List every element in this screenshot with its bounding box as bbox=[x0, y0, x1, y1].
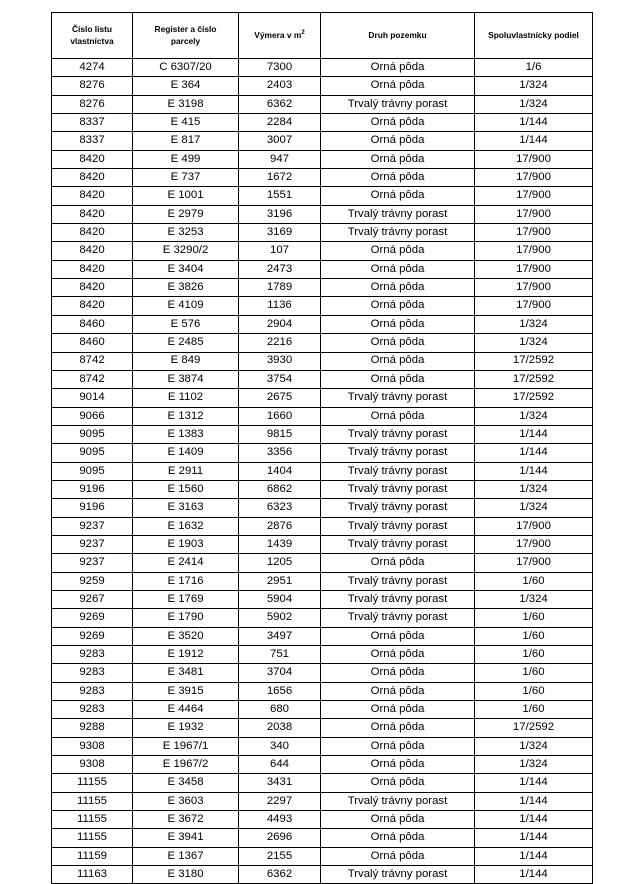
table-row bbox=[52, 609, 593, 627]
cell-lv: 9267 bbox=[52, 590, 133, 608]
table-row bbox=[52, 627, 593, 645]
cell-parc: E 1001 bbox=[133, 187, 239, 205]
cell-kind: Orná pôda bbox=[321, 701, 475, 719]
cell-kind: Trvalý trávny porast bbox=[321, 499, 475, 517]
cell-lv: 8420 bbox=[52, 169, 133, 187]
cell-lv: 8742 bbox=[52, 352, 133, 370]
table-row bbox=[52, 169, 593, 187]
cell-kind: Orná pôda bbox=[321, 627, 475, 645]
column-header-area-text: Výmera v m bbox=[254, 29, 302, 40]
cell-parc: E 3826 bbox=[133, 279, 239, 297]
cell-lv: 11159 bbox=[52, 847, 133, 865]
cell-lv: 11155 bbox=[52, 774, 133, 792]
cell-kind: Trvalý trávny porast bbox=[321, 462, 475, 480]
cell-lv: 9066 bbox=[52, 407, 133, 425]
cell-share: 1/144 bbox=[475, 462, 593, 480]
cell-area: 3930 bbox=[239, 352, 321, 370]
table-row bbox=[52, 719, 593, 737]
cell-kind: Orná pôda bbox=[321, 682, 475, 700]
cell-area: 3704 bbox=[239, 664, 321, 682]
cell-parc: E 1632 bbox=[133, 517, 239, 535]
cell-share: 1/144 bbox=[475, 114, 593, 132]
column-header-parcel-line2: parcely bbox=[170, 35, 201, 46]
cell-kind: Trvalý trávny porast bbox=[321, 205, 475, 223]
cell-share: 1/144 bbox=[475, 132, 593, 150]
cell-share: 17/900 bbox=[475, 279, 593, 297]
cell-parc: E 3163 bbox=[133, 499, 239, 517]
cell-lv: 8337 bbox=[52, 132, 133, 150]
cell-parc: E 499 bbox=[133, 150, 239, 168]
table-row bbox=[52, 664, 593, 682]
cell-area: 3196 bbox=[239, 205, 321, 223]
cell-share: 1/324 bbox=[475, 499, 593, 517]
table-row bbox=[52, 535, 593, 553]
cell-parc: E 3290/2 bbox=[133, 242, 239, 260]
cell-share: 1/144 bbox=[475, 811, 593, 829]
cell-area: 3754 bbox=[239, 370, 321, 388]
cell-parc: E 3180 bbox=[133, 866, 239, 884]
cell-kind: Trvalý trávny porast bbox=[321, 866, 475, 884]
table-row bbox=[52, 425, 593, 443]
cell-lv: 11155 bbox=[52, 792, 133, 810]
table-row bbox=[52, 77, 593, 95]
cell-kind: Trvalý trávny porast bbox=[321, 224, 475, 242]
cell-kind: Trvalý trávny porast bbox=[321, 535, 475, 553]
cell-share: 1/144 bbox=[475, 829, 593, 847]
table-row bbox=[52, 590, 593, 608]
cell-share: 1/144 bbox=[475, 425, 593, 443]
cell-share: 17/900 bbox=[475, 260, 593, 278]
cell-share: 17/900 bbox=[475, 517, 593, 535]
cell-share: 17/900 bbox=[475, 297, 593, 315]
cell-kind: Orná pôda bbox=[321, 242, 475, 260]
cell-kind: Orná pôda bbox=[321, 774, 475, 792]
cell-kind: Orná pôda bbox=[321, 132, 475, 150]
cell-kind: Orná pôda bbox=[321, 150, 475, 168]
cell-kind: Orná pôda bbox=[321, 279, 475, 297]
cell-area: 6323 bbox=[239, 499, 321, 517]
table-row bbox=[52, 242, 593, 260]
cell-kind: Orná pôda bbox=[321, 554, 475, 572]
cell-area: 107 bbox=[239, 242, 321, 260]
cell-parc: E 2979 bbox=[133, 205, 239, 223]
cell-parc: E 576 bbox=[133, 315, 239, 333]
cell-area: 2403 bbox=[239, 77, 321, 95]
table-row bbox=[52, 59, 593, 77]
cell-kind: Orná pôda bbox=[321, 187, 475, 205]
cell-parc: E 3874 bbox=[133, 370, 239, 388]
cell-kind: Orná pôda bbox=[321, 756, 475, 774]
cell-lv: 9095 bbox=[52, 462, 133, 480]
cell-parc: E 3672 bbox=[133, 811, 239, 829]
cell-area: 2675 bbox=[239, 389, 321, 407]
table-row bbox=[52, 407, 593, 425]
cell-lv: 9095 bbox=[52, 425, 133, 443]
table-row bbox=[52, 279, 593, 297]
cell-lv: 8420 bbox=[52, 205, 133, 223]
cell-share: 1/144 bbox=[475, 792, 593, 810]
cell-parc: E 1716 bbox=[133, 572, 239, 590]
cell-parc: E 364 bbox=[133, 77, 239, 95]
cell-share: 1/144 bbox=[475, 774, 593, 792]
table-row bbox=[52, 224, 593, 242]
cell-lv: 9196 bbox=[52, 499, 133, 517]
cell-area: 2038 bbox=[239, 719, 321, 737]
cell-parc: E 1967/2 bbox=[133, 756, 239, 774]
cell-lv: 9196 bbox=[52, 480, 133, 498]
cell-lv: 8420 bbox=[52, 242, 133, 260]
cell-lv: 11163 bbox=[52, 866, 133, 884]
table-header-row bbox=[52, 13, 593, 59]
cell-lv: 9237 bbox=[52, 535, 133, 553]
cell-kind: Trvalý trávny porast bbox=[321, 609, 475, 627]
cell-parc: E 1932 bbox=[133, 719, 239, 737]
cell-share: 1/324 bbox=[475, 407, 593, 425]
cell-parc: E 3253 bbox=[133, 224, 239, 242]
column-header-ownership-share: Spoluvlastnícky podiel bbox=[475, 13, 593, 59]
cell-lv: 8460 bbox=[52, 334, 133, 352]
cell-share: 1/324 bbox=[475, 756, 593, 774]
cell-parc: E 1903 bbox=[133, 535, 239, 553]
cell-area: 680 bbox=[239, 701, 321, 719]
cell-share: 17/2592 bbox=[475, 719, 593, 737]
table-body bbox=[52, 59, 593, 884]
cell-area: 2284 bbox=[239, 114, 321, 132]
cell-lv: 8276 bbox=[52, 95, 133, 113]
table-row bbox=[52, 792, 593, 810]
land-parcel-table bbox=[51, 12, 593, 884]
table-row bbox=[52, 774, 593, 792]
table-row bbox=[52, 811, 593, 829]
cell-parc: E 1383 bbox=[133, 425, 239, 443]
cell-share: 1/6 bbox=[475, 59, 593, 77]
table-row bbox=[52, 315, 593, 333]
cell-lv: 9308 bbox=[52, 737, 133, 755]
cell-lv: 8420 bbox=[52, 224, 133, 242]
table-row bbox=[52, 517, 593, 535]
column-header-land-type: Druh pozemku bbox=[321, 13, 475, 59]
table-row bbox=[52, 480, 593, 498]
cell-area: 1439 bbox=[239, 535, 321, 553]
cell-lv: 8742 bbox=[52, 370, 133, 388]
cell-lv: 4274 bbox=[52, 59, 133, 77]
cell-kind: Orná pôda bbox=[321, 260, 475, 278]
table-row bbox=[52, 847, 593, 865]
cell-parc: E 3404 bbox=[133, 260, 239, 278]
cell-share: 17/900 bbox=[475, 242, 593, 260]
cell-share: 17/900 bbox=[475, 205, 593, 223]
cell-lv: 8420 bbox=[52, 297, 133, 315]
cell-parc: E 3458 bbox=[133, 774, 239, 792]
cell-area: 3431 bbox=[239, 774, 321, 792]
cell-area: 751 bbox=[239, 646, 321, 664]
cell-kind: Orná pôda bbox=[321, 315, 475, 333]
column-header-area bbox=[239, 13, 321, 59]
cell-parc: E 4109 bbox=[133, 297, 239, 315]
cell-share: 1/324 bbox=[475, 334, 593, 352]
cell-share: 1/60 bbox=[475, 646, 593, 664]
table-row bbox=[52, 737, 593, 755]
table-row bbox=[52, 499, 593, 517]
cell-lv: 8420 bbox=[52, 187, 133, 205]
cell-area: 2473 bbox=[239, 260, 321, 278]
cell-area: 2876 bbox=[239, 517, 321, 535]
cell-parc: E 3481 bbox=[133, 664, 239, 682]
cell-kind: Trvalý trávny porast bbox=[321, 480, 475, 498]
cell-lv: 9237 bbox=[52, 517, 133, 535]
cell-parc: E 1409 bbox=[133, 444, 239, 462]
cell-area: 2297 bbox=[239, 792, 321, 810]
cell-kind: Orná pôda bbox=[321, 334, 475, 352]
cell-share: 1/60 bbox=[475, 701, 593, 719]
cell-lv: 9237 bbox=[52, 554, 133, 572]
cell-lv: 8420 bbox=[52, 279, 133, 297]
cell-lv: 11155 bbox=[52, 811, 133, 829]
cell-kind: Trvalý trávny porast bbox=[321, 389, 475, 407]
cell-area: 1404 bbox=[239, 462, 321, 480]
table-row bbox=[52, 260, 593, 278]
cell-share: 1/324 bbox=[475, 95, 593, 113]
cell-kind: Trvalý trávny porast bbox=[321, 95, 475, 113]
cell-share: 17/900 bbox=[475, 187, 593, 205]
cell-area: 7300 bbox=[239, 59, 321, 77]
cell-share: 1/324 bbox=[475, 737, 593, 755]
cell-kind: Orná pôda bbox=[321, 646, 475, 664]
cell-parc: E 1367 bbox=[133, 847, 239, 865]
cell-area: 1672 bbox=[239, 169, 321, 187]
table-row bbox=[52, 95, 593, 113]
cell-kind: Orná pôda bbox=[321, 407, 475, 425]
cell-area: 5902 bbox=[239, 609, 321, 627]
cell-area: 1660 bbox=[239, 407, 321, 425]
cell-area: 1136 bbox=[239, 297, 321, 315]
cell-parc: E 1769 bbox=[133, 590, 239, 608]
cell-kind: Orná pôda bbox=[321, 114, 475, 132]
table-row bbox=[52, 444, 593, 462]
cell-share: 17/900 bbox=[475, 554, 593, 572]
cell-area: 2155 bbox=[239, 847, 321, 865]
cell-parc: E 1912 bbox=[133, 646, 239, 664]
cell-kind: Orná pôda bbox=[321, 829, 475, 847]
cell-parc: E 737 bbox=[133, 169, 239, 187]
cell-lv: 9095 bbox=[52, 444, 133, 462]
table-row bbox=[52, 701, 593, 719]
table-row bbox=[52, 572, 593, 590]
cell-area: 1551 bbox=[239, 187, 321, 205]
column-header-parcel bbox=[133, 13, 239, 59]
cell-kind: Trvalý trávny porast bbox=[321, 425, 475, 443]
cell-kind: Orná pôda bbox=[321, 77, 475, 95]
cell-parc: E 3198 bbox=[133, 95, 239, 113]
column-header-area-superscript: 2 bbox=[301, 30, 305, 37]
cell-share: 17/2592 bbox=[475, 389, 593, 407]
cell-parc: E 1790 bbox=[133, 609, 239, 627]
cell-share: 1/60 bbox=[475, 572, 593, 590]
cell-area: 3169 bbox=[239, 224, 321, 242]
table-row bbox=[52, 114, 593, 132]
column-header-list-number-line2: vlastníctva bbox=[70, 35, 114, 46]
cell-share: 17/2592 bbox=[475, 352, 593, 370]
table-row bbox=[52, 352, 593, 370]
cell-area: 2904 bbox=[239, 315, 321, 333]
table-row bbox=[52, 370, 593, 388]
cell-lv: 9308 bbox=[52, 756, 133, 774]
cell-parc: E 2485 bbox=[133, 334, 239, 352]
cell-kind: Trvalý trávny porast bbox=[321, 517, 475, 535]
cell-lv: 9269 bbox=[52, 627, 133, 645]
table-row bbox=[52, 389, 593, 407]
cell-area: 6862 bbox=[239, 480, 321, 498]
cell-parc: E 3603 bbox=[133, 792, 239, 810]
cell-share: 1/324 bbox=[475, 77, 593, 95]
cell-kind: Trvalý trávny porast bbox=[321, 444, 475, 462]
cell-parc: E 415 bbox=[133, 114, 239, 132]
cell-lv: 8420 bbox=[52, 260, 133, 278]
cell-lv: 9259 bbox=[52, 572, 133, 590]
cell-kind: Orná pôda bbox=[321, 169, 475, 187]
cell-parc: E 1560 bbox=[133, 480, 239, 498]
cell-share: 1/144 bbox=[475, 866, 593, 884]
cell-lv: 11155 bbox=[52, 829, 133, 847]
table-header bbox=[52, 13, 593, 59]
cell-parc: C 6307/20 bbox=[133, 59, 239, 77]
cell-lv: 8420 bbox=[52, 150, 133, 168]
cell-kind: Orná pôda bbox=[321, 352, 475, 370]
cell-lv: 9269 bbox=[52, 609, 133, 627]
cell-area: 644 bbox=[239, 756, 321, 774]
cell-parc: E 2414 bbox=[133, 554, 239, 572]
table-row bbox=[52, 646, 593, 664]
cell-area: 6362 bbox=[239, 95, 321, 113]
cell-area: 2696 bbox=[239, 829, 321, 847]
cell-kind: Orná pôda bbox=[321, 370, 475, 388]
cell-area: 3007 bbox=[239, 132, 321, 150]
cell-area: 1205 bbox=[239, 554, 321, 572]
table-row bbox=[52, 554, 593, 572]
column-header-parcel-line1: Register a číslo bbox=[154, 24, 217, 35]
cell-lv: 8337 bbox=[52, 114, 133, 132]
cell-parc: E 4464 bbox=[133, 701, 239, 719]
column-header-list-number bbox=[52, 13, 133, 59]
table-row bbox=[52, 829, 593, 847]
cell-share: 1/60 bbox=[475, 664, 593, 682]
table-row bbox=[52, 682, 593, 700]
cell-lv: 9283 bbox=[52, 682, 133, 700]
cell-area: 1789 bbox=[239, 279, 321, 297]
cell-area: 3497 bbox=[239, 627, 321, 645]
table-row bbox=[52, 187, 593, 205]
table-row bbox=[52, 297, 593, 315]
cell-share: 17/900 bbox=[475, 150, 593, 168]
cell-lv: 9283 bbox=[52, 664, 133, 682]
cell-share: 1/144 bbox=[475, 444, 593, 462]
cell-area: 340 bbox=[239, 737, 321, 755]
cell-lv: 9283 bbox=[52, 701, 133, 719]
cell-area: 3356 bbox=[239, 444, 321, 462]
cell-lv: 8460 bbox=[52, 315, 133, 333]
cell-share: 1/60 bbox=[475, 682, 593, 700]
cell-kind: Orná pôda bbox=[321, 297, 475, 315]
table-row bbox=[52, 756, 593, 774]
cell-area: 6362 bbox=[239, 866, 321, 884]
cell-share: 17/2592 bbox=[475, 370, 593, 388]
cell-area: 4493 bbox=[239, 811, 321, 829]
cell-parc: E 849 bbox=[133, 352, 239, 370]
cell-parc: E 1312 bbox=[133, 407, 239, 425]
cell-share: 1/324 bbox=[475, 315, 593, 333]
cell-lv: 8276 bbox=[52, 77, 133, 95]
cell-lv: 9288 bbox=[52, 719, 133, 737]
table-row bbox=[52, 462, 593, 480]
cell-kind: Orná pôda bbox=[321, 737, 475, 755]
cell-kind: Trvalý trávny porast bbox=[321, 572, 475, 590]
cell-kind: Orná pôda bbox=[321, 719, 475, 737]
cell-area: 1656 bbox=[239, 682, 321, 700]
cell-share: 17/900 bbox=[475, 535, 593, 553]
cell-area: 2216 bbox=[239, 334, 321, 352]
cell-share: 1/60 bbox=[475, 609, 593, 627]
table-row bbox=[52, 205, 593, 223]
cell-parc: E 3941 bbox=[133, 829, 239, 847]
table-row bbox=[52, 150, 593, 168]
cell-parc: E 1967/1 bbox=[133, 737, 239, 755]
cell-kind: Orná pôda bbox=[321, 811, 475, 829]
cell-share: 17/900 bbox=[475, 169, 593, 187]
cell-area: 5904 bbox=[239, 590, 321, 608]
cell-kind: Orná pôda bbox=[321, 59, 475, 77]
cell-parc: E 2911 bbox=[133, 462, 239, 480]
cell-share: 1/60 bbox=[475, 627, 593, 645]
cell-kind: Trvalý trávny porast bbox=[321, 590, 475, 608]
cell-kind: Orná pôda bbox=[321, 664, 475, 682]
cell-area: 9815 bbox=[239, 425, 321, 443]
cell-parc: E 817 bbox=[133, 132, 239, 150]
cell-parc: E 1102 bbox=[133, 389, 239, 407]
cell-kind: Orná pôda bbox=[321, 847, 475, 865]
cell-area: 2951 bbox=[239, 572, 321, 590]
cell-share: 1/144 bbox=[475, 847, 593, 865]
cell-lv: 9014 bbox=[52, 389, 133, 407]
table-row bbox=[52, 866, 593, 884]
cell-share: 1/324 bbox=[475, 480, 593, 498]
cell-share: 17/900 bbox=[475, 224, 593, 242]
cell-lv: 9283 bbox=[52, 646, 133, 664]
cell-kind: Trvalý trávny porast bbox=[321, 792, 475, 810]
table-row bbox=[52, 132, 593, 150]
cell-share: 1/324 bbox=[475, 590, 593, 608]
cell-area: 947 bbox=[239, 150, 321, 168]
column-header-list-number-line1: Číslo listu bbox=[71, 24, 113, 35]
table-row bbox=[52, 334, 593, 352]
cell-parc: E 3915 bbox=[133, 682, 239, 700]
cell-parc: E 3520 bbox=[133, 627, 239, 645]
